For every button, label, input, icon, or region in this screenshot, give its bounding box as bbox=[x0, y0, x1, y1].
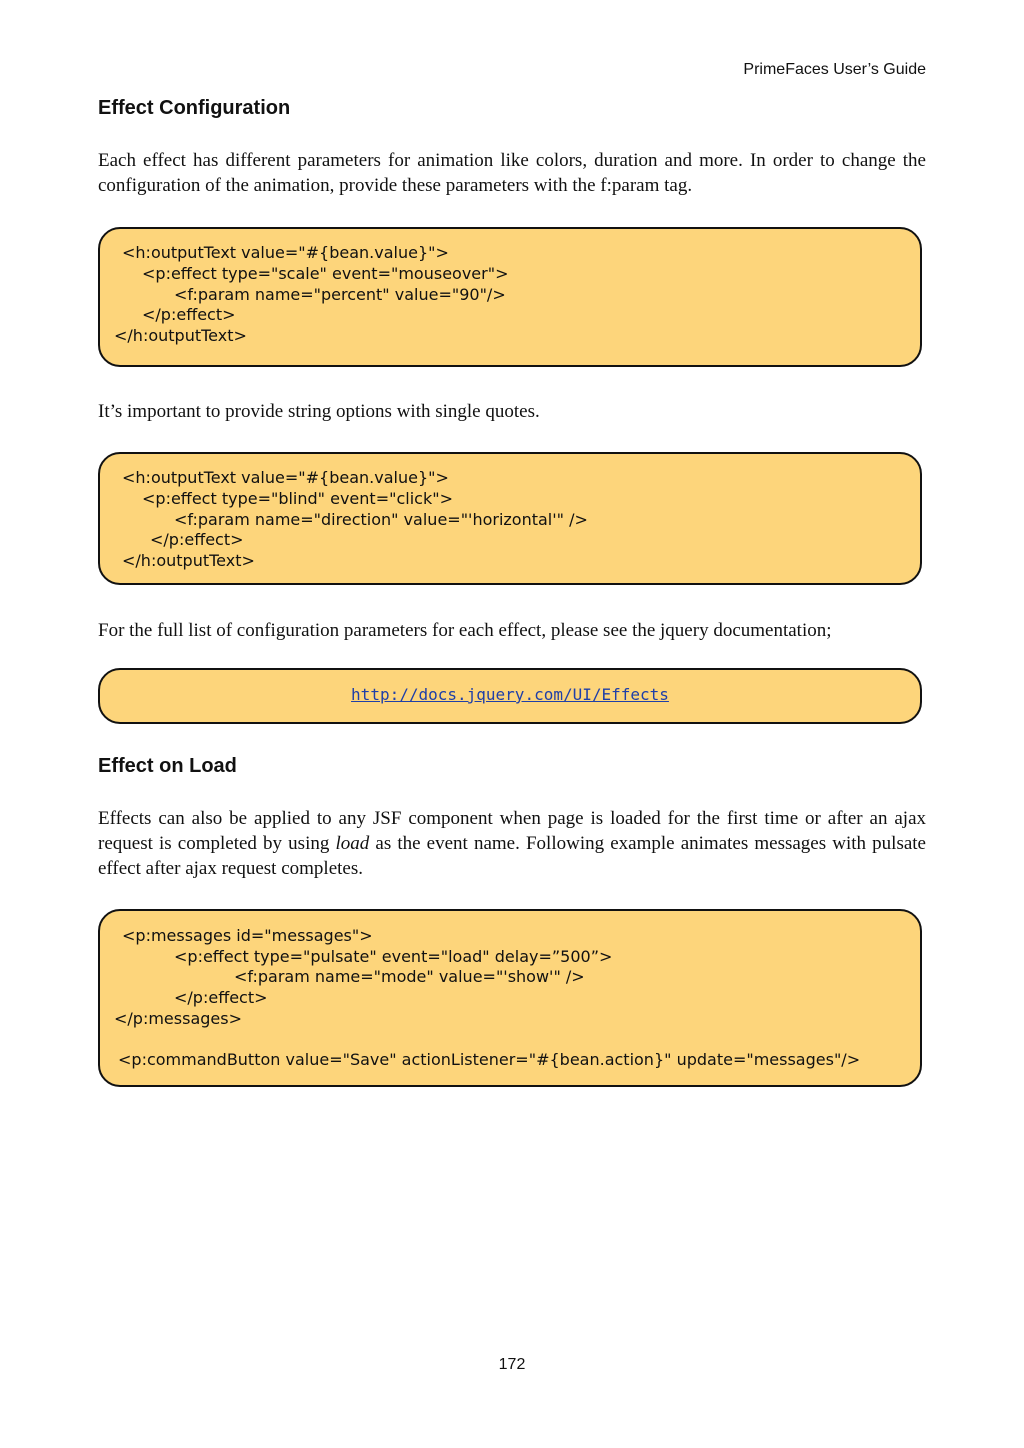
code-line: <h:outputText value="#{bean.value}"> bbox=[122, 468, 449, 487]
code-line: </h:outputText> bbox=[122, 551, 255, 570]
section-heading-effect-configuration: Effect Configuration bbox=[98, 97, 291, 119]
code-block-blind-example bbox=[98, 452, 922, 585]
link-box bbox=[98, 668, 922, 724]
code-line: </p:effect> bbox=[142, 305, 236, 324]
single-quotes-note: It’s important to provide string options with single quotes. bbox=[98, 401, 540, 422]
effect-configuration-intro: Each effect has different parameters for animation like colors, duration and more. In order to change the configuration of the animation, provide these parameters with the f:param tag. bbox=[98, 150, 926, 196]
code-line: <p:effect type="pulsate" event="load" delay=”500”> bbox=[174, 947, 613, 966]
intro-emphasis: load bbox=[335, 833, 370, 854]
code-line: </p:messages> bbox=[114, 1009, 242, 1028]
intro-text: Effects can also be applied to any JSF component when page is loaded for the first time or after an ajax request is completed by using bbox=[98, 808, 926, 854]
code-line: <f:param name="percent" value="90"/> bbox=[174, 285, 506, 304]
jquery-effects-link[interactable]: http://docs.jquery.com/UI/Effects bbox=[351, 685, 669, 704]
code-line: <p:commandButton value="Save" actionListener="#{bean.action}" update="messages"/> bbox=[118, 1050, 861, 1069]
code-line: </p:effect> bbox=[174, 988, 268, 1007]
code-line: <p:effect type="blind" event="click"> bbox=[142, 489, 453, 508]
code-line: <h:outputText value="#{bean.value}"> bbox=[122, 243, 449, 262]
code-block-scale-example bbox=[98, 227, 922, 367]
code-line: </h:outputText> bbox=[114, 326, 247, 345]
full-list-paragraph: For the full list of configuration parameters for each effect, please see the jquery documentation; bbox=[98, 620, 832, 641]
page-number: 172 bbox=[498, 1356, 526, 1373]
intro-text: as the event name. Following example animates messages with pulsate effect after ajax request completes. bbox=[98, 833, 926, 879]
code-line: <f:param name="mode" value="'show'" /> bbox=[234, 967, 585, 986]
code-line: <p:effect type="scale" event="mouseover"> bbox=[142, 264, 509, 283]
code-block-messages-example bbox=[98, 909, 922, 1087]
code-line: <f:param name="direction" value="'horizontal'" /> bbox=[174, 510, 588, 529]
effect-on-load-intro bbox=[98, 806, 926, 881]
code-line: <p:messages id="messages"> bbox=[122, 926, 373, 945]
running-header: PrimeFaces User’s Guide bbox=[743, 61, 926, 78]
code-line: </p:effect> bbox=[150, 530, 244, 549]
section-heading-effect-on-load: Effect on Load bbox=[98, 755, 237, 777]
